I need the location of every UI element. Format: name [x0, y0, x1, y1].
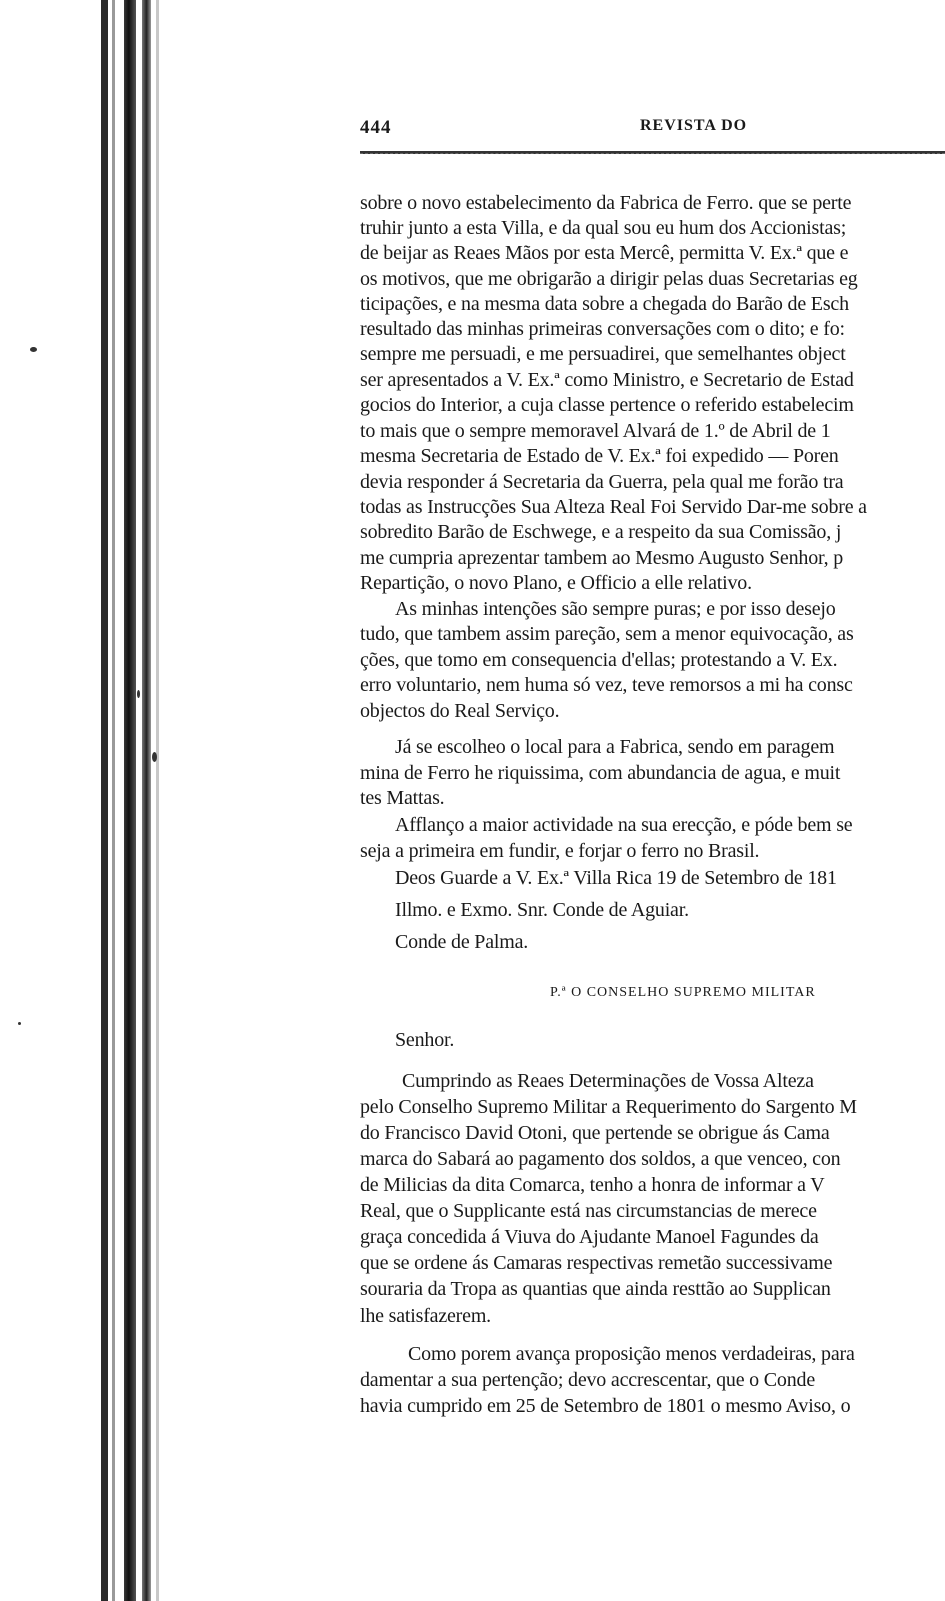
text-line: do Francisco David Otoni, que pertende se obrigue ás Cama: [360, 1122, 830, 1144]
text-line: to mais que o sempre memoravel Alvará de 1.º de Abril de 1: [360, 420, 831, 442]
text-line: tes Mattas.: [360, 787, 445, 809]
text-line: Illmo. e Exmo. Snr. Conde de Aguiar.: [395, 899, 689, 921]
document-page: [352, 0, 945, 1601]
text-line: Senhor.: [395, 1029, 455, 1051]
text-line: de beijar as Reaes Mãos por esta Mercê, permitta V. Ex.ª que e: [360, 242, 849, 264]
text-line: Já se escolheo o local para a Fabrica, sendo em paragem: [395, 736, 835, 758]
text-line: me cumpria aprezentar tambem ao Mesmo Augusto Senhor, p: [360, 547, 844, 569]
scan-speck: [18, 1022, 21, 1025]
scan-speck: [30, 347, 37, 352]
scan-speck: [137, 690, 140, 698]
section-heading: P.ª O CONSELHO SUPREMO MILITAR: [550, 985, 816, 1000]
text-line: Repartição, o novo Plano, e Officio a elle relativo.: [360, 572, 752, 594]
text-line: Conde de Palma.: [395, 931, 529, 953]
text-line: resultado das minhas primeiras conversações com o dito; e fo:: [360, 318, 845, 340]
text-line: todas as Instrucções Sua Alteza Real Foi Servido Dar-me sobre a: [360, 496, 867, 518]
binding-shadow: [156, 0, 159, 1601]
text-line: truhir junto a esta Villa, e da qual sou eu hum dos Accionistas;: [360, 217, 847, 239]
scan-speck: [152, 752, 157, 762]
text-line: tudo, que tambem assim pareção, sem a menor equivocação, as: [360, 623, 854, 645]
text-line: ser apresentados a V. Ex.ª como Ministro, e Secretario de Estad: [360, 369, 854, 391]
text-line: As minhas intenções são sempre puras; e por isso desejo: [395, 598, 836, 620]
text-line: souraria da Tropa as quantias que ainda resttão ao Supplican: [360, 1278, 831, 1300]
text-line: devia responder á Secretaria da Guerra, pela qual me forão tra: [360, 471, 844, 493]
text-line: sempre me persuadi, e me persuadirei, que semelhantes object: [360, 343, 846, 365]
text-line: gocios do Interior, a cuja classe pertence o referido estabelecim: [360, 394, 854, 416]
binding-shadow: [101, 0, 108, 1601]
text-line: ções, que tomo em consequencia d'ellas; protestando a V. Ex.: [360, 649, 838, 671]
binding-shadow: [142, 0, 151, 1601]
text-line: Afflanço a maior actividade na sua erecção, e póde bem se: [395, 814, 853, 836]
text-line: Real, que o Supplicante está nas circumstancias de merece: [360, 1200, 817, 1222]
text-line: erro voluntario, nem huma só vez, teve remorsos a mi ha consc: [360, 674, 853, 696]
running-title: REVISTA DO: [640, 117, 748, 134]
text-line: objectos do Real Serviço.: [360, 700, 560, 722]
text-line: Como porem avança proposição menos verdadeiras, para: [408, 1343, 855, 1365]
text-line: de Milicias da dita Comarca, tenho a honra de informar a V: [360, 1174, 825, 1196]
binding-shadow: [112, 0, 115, 1601]
text-line: lhe satisfazerem.: [360, 1305, 491, 1327]
binding-shadow: [124, 0, 136, 1601]
text-line: Deos Guarde a V. Ex.ª Villa Rica 19 de Setembro de 181: [395, 867, 837, 889]
text-line: que se ordene ás Camaras respectivas remetão successivame: [360, 1252, 833, 1274]
text-line: marca do Sabará ao pagamento dos soldos, a que venceo, con: [360, 1148, 841, 1170]
text-line: sobredito Barão de Eschwege, e a respeito da sua Comissão, j: [360, 521, 842, 543]
page-header: [360, 117, 945, 139]
text-line: pelo Conselho Supremo Militar a Requerimento do Sargento M: [360, 1096, 857, 1118]
text-line: mesma Secretaria de Estado de V. Ex.ª foi expedido — Poren: [360, 445, 839, 467]
text-line: mina de Ferro he riquissima, com abundancia de agua, e muit: [360, 762, 841, 784]
text-line: graça concedida á Viuva do Ajudante Manoel Fagundes da: [360, 1226, 819, 1248]
text-line: havia cumprido em 25 de Setembro de 1801 o mesmo Aviso, o: [360, 1395, 851, 1417]
text-line: seja a primeira em fundir, e forjar o ferro no Brasil.: [360, 840, 760, 862]
page-gutter: [0, 0, 160, 1601]
text-line: os motivos, que me obrigarão a dirigir pelas duas Secretarias eg: [360, 268, 858, 290]
text-line: Cumprindo as Reaes Determinações de Vossa Alteza: [402, 1070, 814, 1092]
header-rule: [360, 151, 945, 154]
text-line: damentar a sua pertenção; devo accrescentar, que o Conde: [360, 1369, 815, 1391]
page-number: 444: [360, 117, 392, 138]
text-line: sobre o novo estabelecimento da Fabrica de Ferro. que se perte: [360, 192, 852, 214]
text-line: ticipações, e na mesma data sobre a chegada do Barão de Esch: [360, 293, 849, 315]
